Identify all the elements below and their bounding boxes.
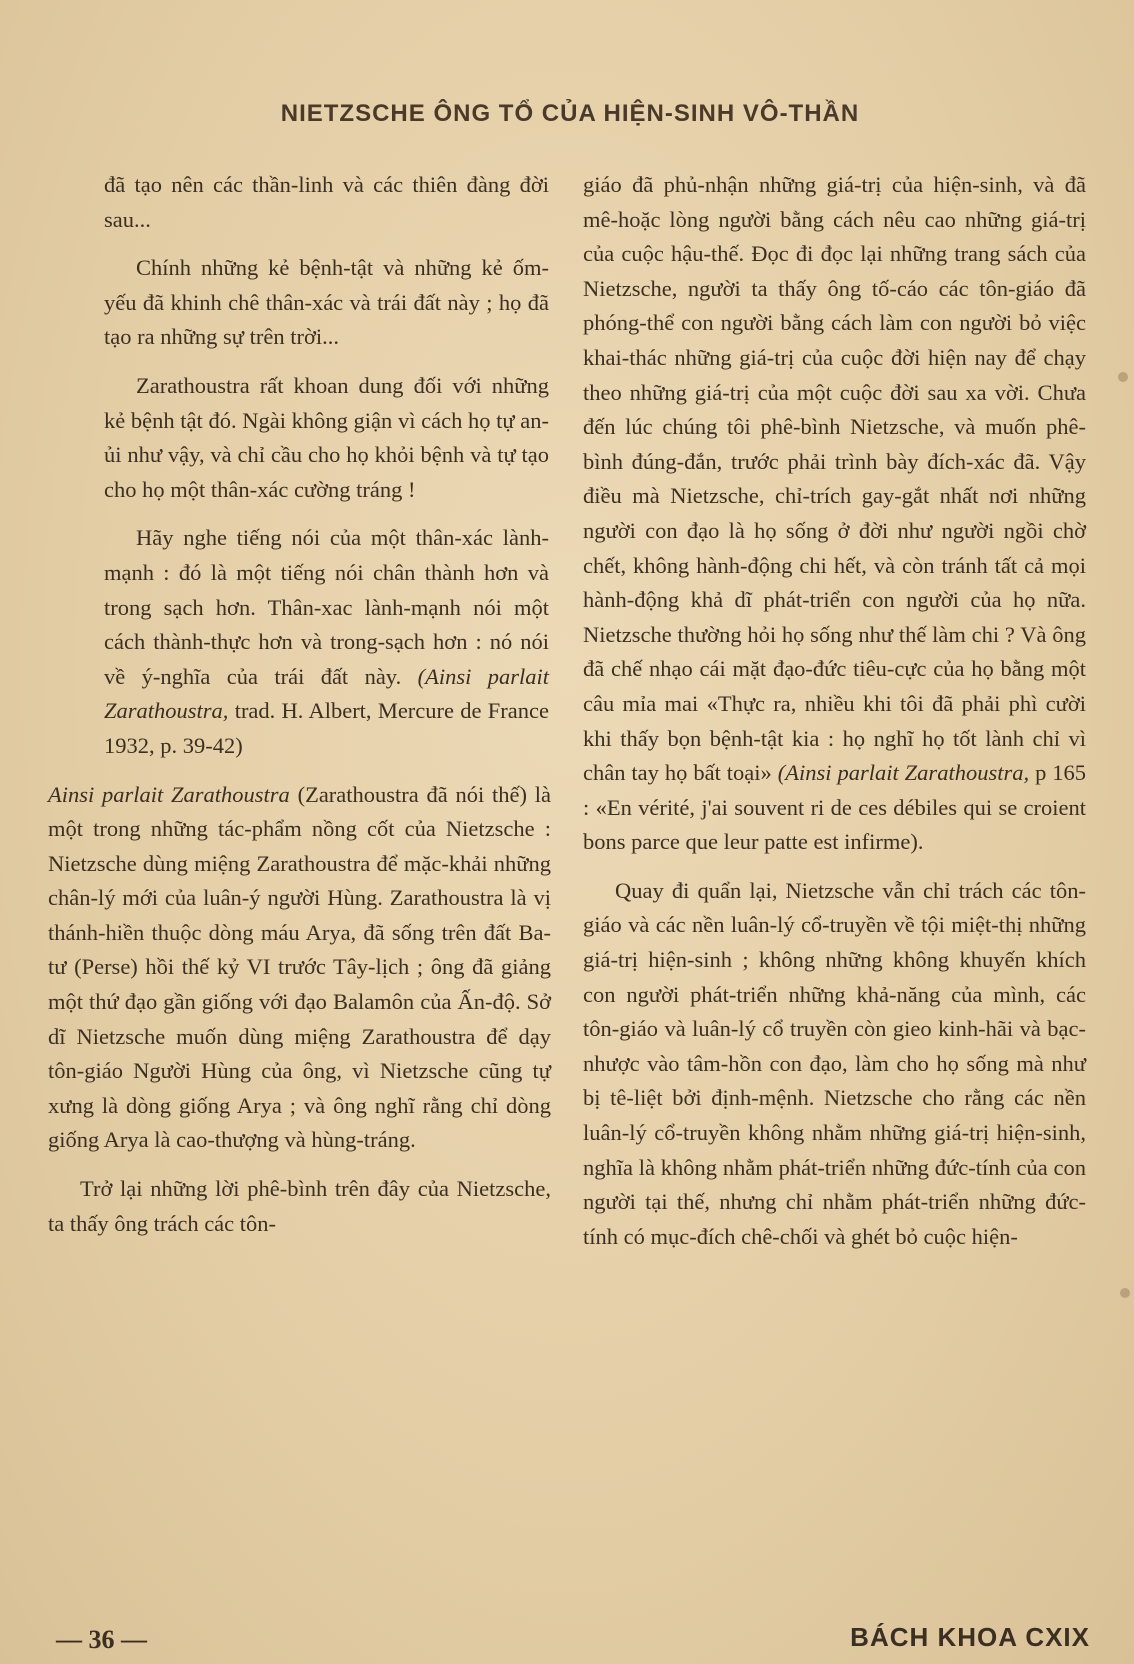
inline-citation-details: p 165 : «En vérité, j'ai souvent ri de ces débiles qui se croient bons parce que leur patte est infirme). (583, 760, 1087, 855)
body-paragraph-continued (583, 168, 1086, 860)
body-paragraph-quay-di: Quay đi quẩn lại, Nietzsche vẫn chỉ trách các tôn-giáo và các nền luân-lý cổ-truyền về tội miệt-thị những giá-trị hiện-sinh ; không những không khuyến khích con người phát-triển những khả-năng của mình, các tôn-giáo và luân-lý cổ truyền còn gieo kinh-hãi và bạc-nhược vào tâm-hồn con đạo, làm cho họ sống mà như bị tê-liệt bởi định-mệnh. Nietzsche cho rằng các nền luân-lý cổ-truyền không nhằm những giá-trị hiện-sinh, nghĩa là không nhằm phát-triển những đức-tính của con người tại thế, nhưng chỉ nhằm phát-triển những đức-tính có mục-đích chê-chối và ghét bỏ cuộc hiện- (583, 877, 1086, 1249)
quote-paragraph-2: Chính những kẻ bệnh-tật và những kẻ ốm-yếu đã khinh chê thân-xác và trái đất này ; họ đã tạo ra những sự trên trời... (104, 255, 549, 350)
book-title: Ainsi parlait Zarathoustra (48, 781, 290, 807)
body-paragraph-continued-text: giáo đã phủ-nhận những giá-trị của hiện-sinh, và đã mê-hoặc lòng người bằng cách nêu cao những giá-trị của cuộc hậu-thế. Đọc đi đọc lại những trang sách của Nietzsche, người ta thấy ông tố-cáo các tôn-giáo đã phóng-thể con người bằng cách làm con người bỏ việc khai-thác những giá-trị của cuộc đời hiện nay để chạy theo những giá-trị của một cuộc đời sau xa vời. Chưa đến lúc chúng tôi phê-bình Nietzsche, và muốn phê-bình đúng-đắn, trước phải trình bày đích-xác đã. Vậy điều mà Nietzsche, chỉ-trích gay-gắt nhất nơi những người con đạo là họ sống ở đời như người ngồi chờ chết, không hành-động chi hết, và còn tránh tất cả mọi hành-động khả dĩ phát-triển con người của họ nữa. Nietzsche thường hỏi họ sống như thế làm chi ? Và ông đã chế nhạo cái mặt đạo-đức tiêu-cực của họ bằng một câu mỉa mai «Thực ra, nhiều khi tôi đã phải phì cười khi thấy bọn bệnh-tật kia : họ nghĩ họ tốt lành chỉ vì chân tay họ bất toại» (583, 172, 1086, 786)
magazine-issue: BÁCH KHOA CXIX (850, 1622, 1090, 1652)
body-paragraph-return: Trở lại những lời phê-bình trên đây của Nietzsche, ta thấy ông trách các tôn- (48, 1176, 551, 1236)
right-column (583, 168, 1086, 1254)
paper-speck (1118, 372, 1128, 382)
quote-paragraph-3: Zarathoustra rất khoan dung đối với những kẻ bệnh tật đó. Ngài không giận vì cách họ tự an-ủi như vậy, và chỉ cầu cho họ khỏi bệnh và tự tạo cho họ một thân-xác cường tráng ! (104, 372, 549, 502)
body-paragraph-zarathoustra (48, 778, 551, 1159)
quote-paragraph-4-text: Hãy nghe tiếng nói của một thân-xác lành-mạnh : đó là một tiếng nói chân thành hơn và trong sạch hơn. Thân-xac lành-mạnh nói một cách thành-thực hơn và trong-sạch hơn : nó nói về ý-nghĩa của trái đất này. (104, 525, 549, 689)
quote-paragraph-4 (104, 521, 549, 763)
quote-paragraph-1: đã tạo nên các thần-linh và các thiên đàng đời sau... (104, 172, 549, 232)
body-paragraph-zarathoustra-text: (Zarathoustra đã nói thế) là một trong những tác-phẩm nồng cốt của Nietzsche : Nietzsche dùng miệng Zarathoustra để mặc-khải những chân-lý mới của luân-ý người Hùng. Zarathoustra là vị thánh-hiền thuộc dòng máu Arya, đã sống trên đất Ba-tư (Perse) hồi thế kỷ VI trước Tây-lịch ; ông đã giảng một thứ đạo gần giống với đạo Balamôn của Ấn-độ. Sở dĩ Nietzsche muốn dùng miệng Zarathoustra để dạy tôn-giáo Người Hùng của ông, vì Nietzsche cũng tự xưng là dòng giống Arya ; và ông nghĩ rằng chỉ dòng giống Arya là cao-thượng và hùng-tráng. (48, 781, 552, 1153)
quoted-passage (48, 168, 551, 764)
paper-speck (1120, 1288, 1130, 1298)
running-title: NIETZSCHE ÔNG TỔ CỦA HIỆN-SINH VÔ-THẦN (280, 100, 860, 127)
citation-title: (Ainsi parlait Zarathoustra, (104, 663, 549, 724)
citation-details: trad. H. Albert, Mercure de France 1932, p. 39-42) (104, 698, 549, 758)
inline-citation-title: (Ainsi parlait Zarathoustra, (777, 760, 1030, 786)
page-number: — 36 — (56, 1625, 147, 1654)
left-column (48, 168, 551, 1241)
